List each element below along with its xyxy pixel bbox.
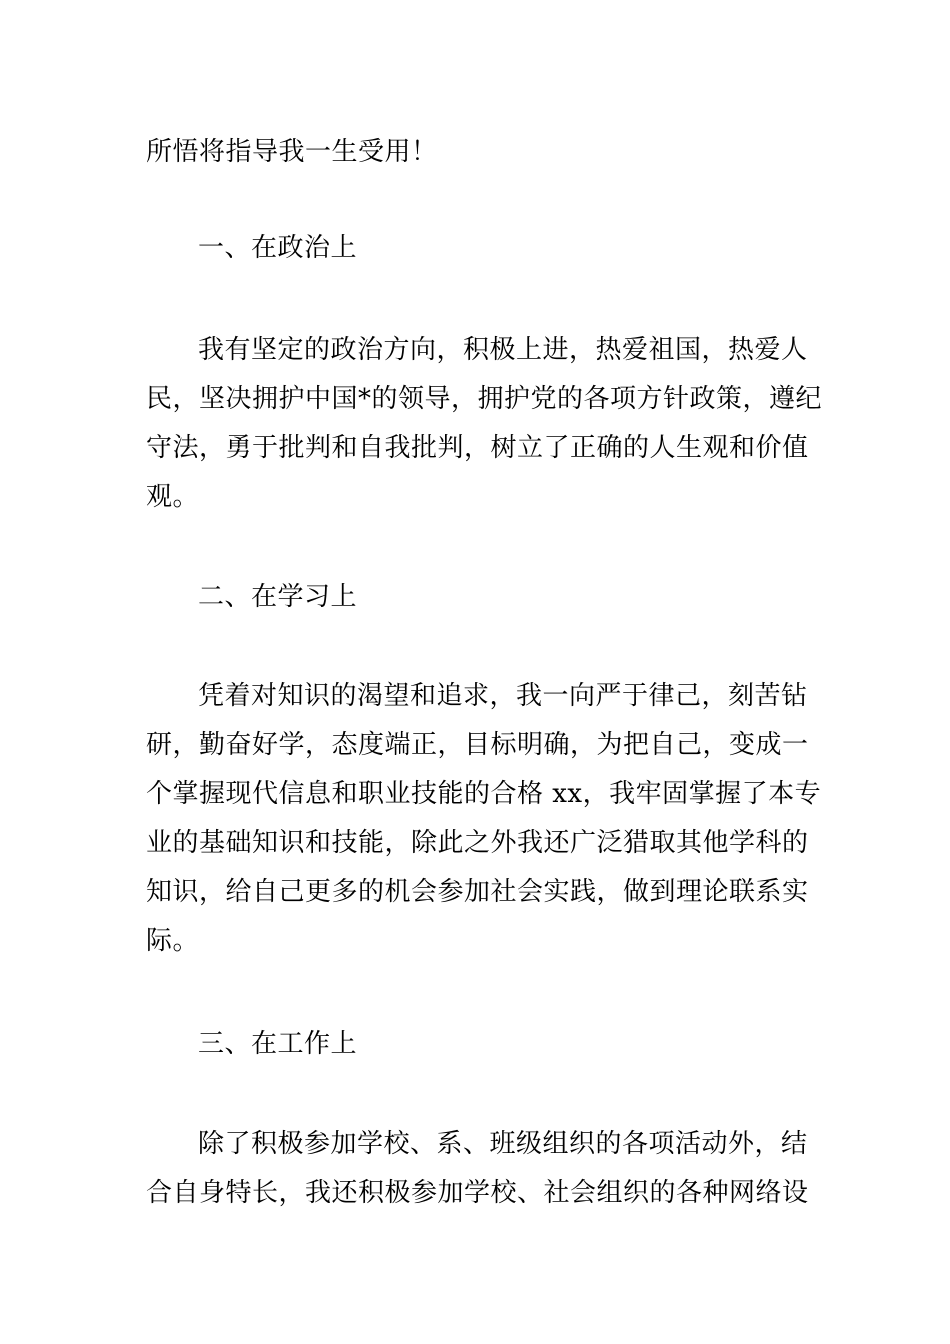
- text-line: 研，勤奋好学，态度端正，目标明确，为把自己，变成一: [146, 730, 809, 760]
- paragraph-study: [146, 672, 822, 966]
- section-heading-politics: [146, 224, 808, 273]
- section-heading-study: [146, 573, 808, 622]
- paragraph-work: [146, 1120, 808, 1218]
- text-line: 际。: [146, 926, 200, 956]
- section-heading: 三、在工作上: [198, 1029, 358, 1059]
- section-heading: 二、在学习上: [198, 582, 358, 612]
- section-heading-work: [146, 1020, 808, 1069]
- section-heading: 一、在政治上: [198, 233, 358, 263]
- text-line: 除了积极参加学校、系、班级组织的各项活动外，结: [198, 1129, 808, 1159]
- text-line: 合自身特长，我还积极参加学校、社会组织的各种网络设: [146, 1178, 809, 1208]
- text-line: 个掌握现代信息和职业技能的合格 xx，我牢固掌握了本专: [146, 779, 822, 809]
- text-line: 民，坚决拥护中国*的领导，拥护党的各项方针政策，遵纪: [146, 384, 823, 414]
- paragraph-politics: [146, 326, 823, 522]
- text-line: 所悟将指导我一生受用！: [146, 137, 438, 167]
- intro-text: [146, 128, 808, 177]
- text-line: 业的基础知识和技能，除此之外我还广泛猎取其他学科的: [146, 828, 809, 858]
- text-line: 我有坚定的政治方向，积极上进，热爱祖国，热爱人: [198, 335, 808, 365]
- text-line: 凭着对知识的渴望和追求，我一向严于律己，刻苦钻: [198, 681, 808, 711]
- text-line: 知识，给自己更多的机会参加社会实践，做到理论联系实: [146, 877, 809, 907]
- text-line: 守法，勇于批判和自我批判，树立了正确的人生观和价值: [146, 433, 809, 463]
- text-line: 观。: [146, 482, 200, 512]
